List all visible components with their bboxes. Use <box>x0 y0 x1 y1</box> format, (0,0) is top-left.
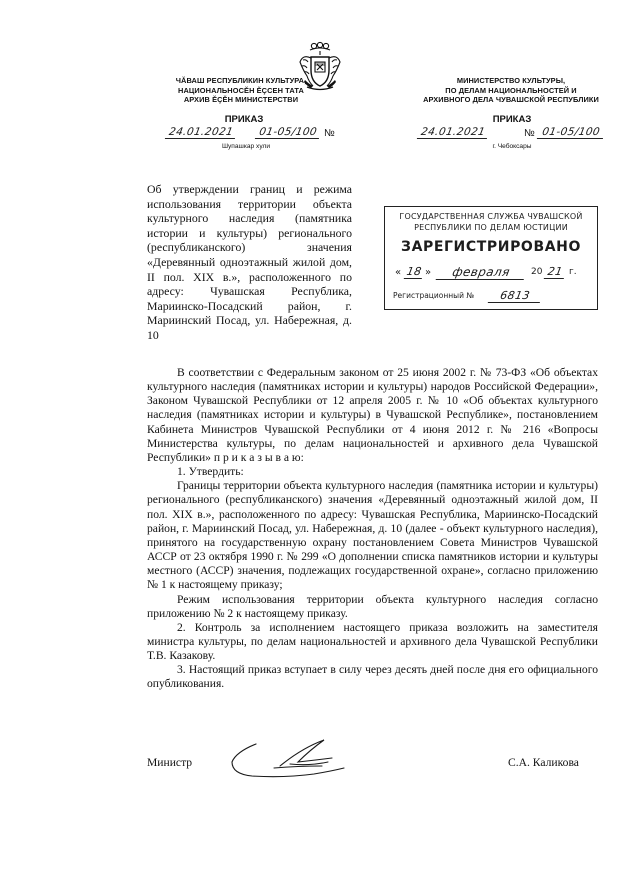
stamp-reg-row <box>393 289 593 303</box>
left-prikaz-title: ПРИКАЗ <box>224 114 264 125</box>
header-right-line: МИНИСТЕРСТВО КУЛЬТУРЫ, <box>456 76 566 85</box>
right-number-sign: № <box>524 128 535 139</box>
header-right <box>394 76 628 105</box>
stamp-title: ЗАРЕГИСТРИРОВАНО <box>401 239 581 255</box>
left-number-sign: № <box>324 128 335 139</box>
right-prikaz-title: ПРИКАЗ <box>492 114 532 125</box>
header-left-line: АРХИВ ĔÇĔН МИНИСТЕРСТВИ <box>183 95 299 105</box>
right-order-number: 01-05/100 <box>537 126 605 139</box>
stamp-year-unit: г. <box>569 267 577 277</box>
stamp-quote-close: » <box>425 267 432 278</box>
left-order-date: 24.01.2021 <box>165 126 237 139</box>
header-left-line: ЧĂВАШ РЕСПУБЛИКИН КУЛЬТУРА, <box>175 76 307 85</box>
body-preamble <box>147 366 598 465</box>
minister-name: С.А. Каликова <box>508 756 579 769</box>
header-left <box>136 76 346 105</box>
header-left-line: НАЦИОНАЛЬНОСĔН ĔÇСЕН ТАТА <box>178 85 304 95</box>
stamp-month: февраля <box>436 265 527 280</box>
header-right-line: АРХИВНОГО ДЕЛА ЧУВАШСКОЙ РЕСПУБЛИКИ <box>423 95 599 105</box>
left-order-number: 01-05/100 <box>255 126 321 139</box>
registration-stamp <box>384 206 598 310</box>
item-3-paragraph: 3. Настоящий приказ вступает в силу через десять дней после дня его официального опубликования. <box>147 663 598 691</box>
order-body <box>147 366 598 692</box>
left-city: Шупашкар хули <box>221 143 271 150</box>
preamble-text: В соответствии с Федеральным законом от 25 июня 2002 г. № 73-ФЗ «Об объектах культурного наследия (памятниках истории и культуры) народов Российской Федерации», Законом Чувашской Республики от 12 апреля 2005 г. № 10 «Об объектах культурного наследия (памятниках истории и культуры) в Чувашской Республике», постановлением Кабинета Министров Чувашской Республики от 4 июня 2012 г. № 216 «Вопросы Министерства культуры, по делам национальностей и архивного дела Чувашской Республики» <box>147 366 598 464</box>
item-1-paragraph-1: Границы территории объекта культурного наследия (памятника истории и культуры) регионального (республиканского) значения «Деревянный одноэтажный жилой дом, II пол. XIX в.», расположенного по адресу: Чувашская Республика, Мариинско-Посадский район, г. Мариинский Посад, ул. Набережная, д. 10 (далее - объект культурного наследия), принятого на государственную охрану постановлением Совета Министров Чувашской АССР от 23 октября 1990 г. № 299 «О дополнении списка памятников истории и культуры местного (АССР) значения, подлежащих государственной охране», согласно приложению № 1 к настоящему приказу; <box>147 479 598 592</box>
stamp-year-suffix: 21 <box>544 265 566 279</box>
item-1-title: 1. Утвердить: <box>177 465 244 479</box>
stamp-line-2: РЕСПУБЛИКИ ПО ДЕЛАМ ЮСТИЦИИ <box>414 223 568 232</box>
stamp-quote-open: « <box>395 267 402 278</box>
stamp-year-prefix: 20 <box>531 267 543 277</box>
stamp-day: 18 <box>405 265 423 278</box>
stamp-reg-number: 6813 <box>488 289 542 303</box>
item-2-paragraph: 2. Контроль за исполнением настоящего приказа возложить на заместителя министра культуры, по делам национальностей и архивного дела Чувашской Республики Т.В. Казакову. <box>147 620 598 663</box>
handwritten-signature <box>228 736 358 784</box>
minister-position: Министр <box>147 756 193 769</box>
right-order-date: 24.01.2021 <box>417 126 489 139</box>
header-right-line: ПО ДЕЛАМ НАЦИОНАЛЬНОСТЕЙ И <box>445 85 577 95</box>
right-city: г. Чебоксары <box>492 143 532 150</box>
item-1-paragraph-2: Режим использования территории объекта культурного наследия согласно приложению № 2 к настоящему приказу. <box>147 592 598 620</box>
stamp-date-row <box>395 265 591 281</box>
stamp-line-1: ГОСУДАРСТВЕННАЯ СЛУЖБА ЧУВАШСКОЙ <box>399 212 583 221</box>
decree-word: п р и к а з ы в а ю: <box>213 450 304 464</box>
order-subject: Об утверждении границ и режима использования территории объекта культурного наследия (памятника истории и культуры) регионального (республиканского) значения «Деревянный одноэтажный жилой дом, II пол. XIX в.», расположенного по адресу: Чувашская Республика, Мариинско-Посадский район, г. Мариинский Посад, ул. Набережная, д. 10 <box>147 182 352 342</box>
stamp-reg-label: Регистрационный № <box>393 291 475 300</box>
